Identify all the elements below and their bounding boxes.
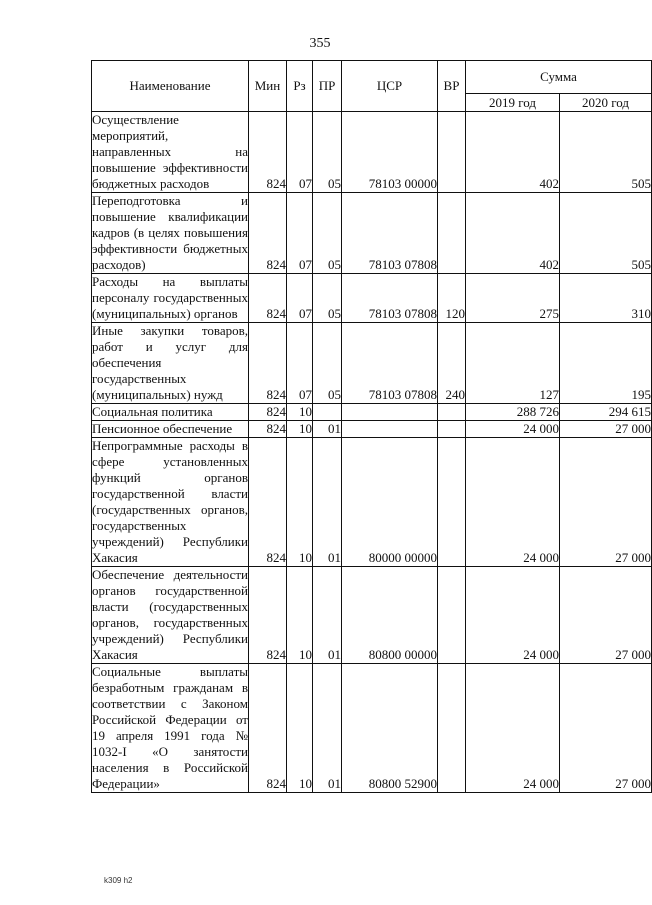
row-pr: 01 <box>313 567 342 664</box>
row-csr: 78103 07808 <box>342 323 438 404</box>
row-rz: 07 <box>287 323 313 404</box>
row-pr: 01 <box>313 664 342 793</box>
row-name: Пенсионное обеспечение <box>92 421 249 438</box>
row-amount-2020: 27 000 <box>560 567 652 664</box>
row-rz: 07 <box>287 274 313 323</box>
row-amount-2019: 275 <box>466 274 560 323</box>
row-vr <box>438 421 466 438</box>
row-amount-2019: 24 000 <box>466 438 560 567</box>
row-pr: 05 <box>313 112 342 193</box>
header-csr: ЦСР <box>342 61 438 112</box>
table-body <box>92 112 652 793</box>
row-rz: 10 <box>287 421 313 438</box>
row-pr: 01 <box>313 438 342 567</box>
row-amount-2020: 195 <box>560 323 652 404</box>
footer-code: k309 h2 <box>104 876 133 885</box>
row-rz: 10 <box>287 404 313 421</box>
row-rz: 10 <box>287 567 313 664</box>
row-csr: 80000 00000 <box>342 438 438 567</box>
row-csr <box>342 404 438 421</box>
row-vr <box>438 438 466 567</box>
table-row <box>92 664 652 793</box>
row-csr: 78103 07808 <box>342 274 438 323</box>
header-min: Мин <box>249 61 287 112</box>
row-name: Иные закупки товаров, работ и услуг для обеспечения государственных (муниципальных) нужд <box>92 323 248 402</box>
table-row <box>92 567 652 664</box>
header-pr: ПР <box>313 61 342 112</box>
row-amount-2020: 27 000 <box>560 421 652 438</box>
row-amount-2019: 127 <box>466 323 560 404</box>
row-pr: 05 <box>313 274 342 323</box>
table-row <box>92 112 652 193</box>
table-row <box>92 323 652 404</box>
row-vr <box>438 664 466 793</box>
row-min: 824 <box>249 274 287 323</box>
row-min: 824 <box>249 664 287 793</box>
budget-table <box>91 60 652 793</box>
row-min: 824 <box>249 438 287 567</box>
row-csr: 80800 00000 <box>342 567 438 664</box>
header-year-2020: 2020 год <box>560 94 652 112</box>
row-vr: 240 <box>438 323 466 404</box>
row-rz: 10 <box>287 438 313 567</box>
row-pr: 05 <box>313 323 342 404</box>
row-name: Непрограммные расходы в сфере установленных функций органов государственной власти (государственных органов, государственных учреждений) Республики Хакасия <box>92 438 248 565</box>
table-row <box>92 274 652 323</box>
table-row <box>92 193 652 274</box>
row-name: Обеспечение деятельности органов государственной власти (государственных органов, государственных учреждений) Республики Хакасия <box>92 567 248 662</box>
header-sum: Сумма <box>466 61 652 94</box>
row-amount-2019: 288 726 <box>466 404 560 421</box>
row-amount-2019: 402 <box>466 112 560 193</box>
row-name: Расходы на выплаты персоналу государственных (муниципальных) органов <box>92 274 248 321</box>
row-pr <box>313 404 342 421</box>
row-amount-2020: 27 000 <box>560 438 652 567</box>
row-amount-2019: 24 000 <box>466 421 560 438</box>
header-name: Наименование <box>92 61 249 112</box>
row-rz: 07 <box>287 193 313 274</box>
row-vr <box>438 112 466 193</box>
row-vr <box>438 567 466 664</box>
row-pr: 01 <box>313 421 342 438</box>
row-min: 824 <box>249 567 287 664</box>
row-csr: 78103 07808 <box>342 193 438 274</box>
row-min: 824 <box>249 112 287 193</box>
row-amount-2020: 505 <box>560 112 652 193</box>
row-min: 824 <box>249 404 287 421</box>
row-vr <box>438 404 466 421</box>
row-csr: 78103 00000 <box>342 112 438 193</box>
row-vr <box>438 193 466 274</box>
table-row <box>92 438 652 567</box>
header-year-2019: 2019 год <box>466 94 560 112</box>
row-name: Социальные выплаты безработным гражданам в соответствии с Законом Российской Федерации от 19 апреля 1991 года № 1032-I «О занятости населения в Российской Федерации» <box>92 664 248 791</box>
row-amount-2020: 294 615 <box>560 404 652 421</box>
row-vr: 120 <box>438 274 466 323</box>
row-rz: 10 <box>287 664 313 793</box>
row-name: Переподготовка и повышение квалификации кадров (в целях повышения эффективности бюджетных расходов) <box>92 193 248 272</box>
row-rz: 07 <box>287 112 313 193</box>
table-header-row <box>92 61 652 94</box>
table-row <box>92 421 652 438</box>
row-csr: 80800 52900 <box>342 664 438 793</box>
row-amount-2019: 24 000 <box>466 567 560 664</box>
row-name: Осуществление мероприятий, направленных на повышение эффективности бюджетных расходов <box>92 112 248 191</box>
row-amount-2020: 505 <box>560 193 652 274</box>
row-min: 824 <box>249 421 287 438</box>
row-amount-2019: 402 <box>466 193 560 274</box>
row-min: 824 <box>249 323 287 404</box>
header-rz: Рз <box>287 61 313 112</box>
row-amount-2019: 24 000 <box>466 664 560 793</box>
row-name: Социальная политика <box>92 404 249 421</box>
row-csr <box>342 421 438 438</box>
row-amount-2020: 27 000 <box>560 664 652 793</box>
row-amount-2020: 310 <box>560 274 652 323</box>
page-number: 355 <box>309 36 331 51</box>
table-row <box>92 404 652 421</box>
row-pr: 05 <box>313 193 342 274</box>
row-min: 824 <box>249 193 287 274</box>
header-vr: ВР <box>438 61 466 112</box>
